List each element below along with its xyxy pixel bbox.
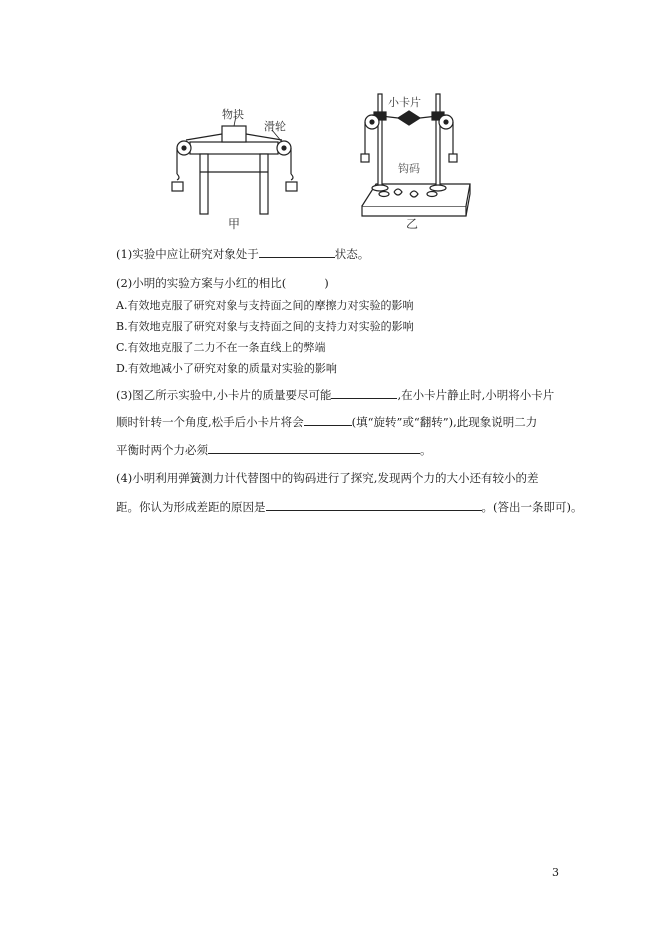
hook-weight-left — [361, 154, 369, 162]
weight-left — [172, 182, 183, 191]
question-1: (1)实验中应让研究对象处于 状态。 — [116, 247, 370, 261]
question-4-line2: 距。你认为形成差距的原因是 。(答出一条即可)。 — [116, 500, 583, 514]
option-c[interactable]: C.有效地克服了二力不在一条直线上的弊端 — [116, 341, 326, 354]
question-3-line3: 平衡时两个力必须 。 — [116, 443, 432, 457]
experiment-figures — [166, 88, 476, 240]
answer-blank-q3-motion[interactable] — [304, 413, 352, 426]
question-3-line2: 顺时针转一个角度,松手后小卡片将会 (填“旋转”或“翻转”),此现象说明二力 — [116, 415, 538, 429]
answer-blank-q1[interactable] — [259, 245, 335, 258]
small-card — [398, 111, 420, 125]
question-2-stem: (2)小明的实验方案与小红的相比( ) — [116, 276, 329, 290]
label-pulley: 滑轮 — [264, 120, 286, 133]
option-b[interactable]: B.有效地克服了研究对象与支持面之间的支持力对实验的影响 — [116, 320, 414, 333]
label-card: 小卡片 — [388, 96, 421, 109]
caption-yi: 乙 — [406, 217, 419, 231]
answer-blank-q3-condition[interactable] — [208, 441, 420, 454]
question-4-line1: (4)小明利用弹簧测力计代替图中的钩码进行了探究,发现两个力的大小还有较小的差 — [116, 471, 539, 485]
figure-yi — [361, 94, 470, 216]
block — [222, 126, 246, 142]
weight-right — [286, 182, 297, 191]
option-a[interactable]: A.有效地克服了研究对象与支持面之间的摩擦力对实验的影响 — [116, 299, 414, 312]
hook-weight-right — [449, 154, 457, 162]
option-d[interactable]: D.有效地减小了研究对象的质量对实验的影响 — [116, 362, 337, 375]
page-number: 3 — [552, 866, 559, 879]
question-3-line1: (3)图乙所示实验中,小卡片的质量要尽可能 ,在小卡片静止时,小明将小卡片 — [116, 388, 555, 402]
answer-blank-q4[interactable] — [266, 498, 482, 511]
answer-blank-q3-mass[interactable] — [331, 386, 397, 399]
caption-jia: 甲 — [228, 217, 241, 231]
label-weight: 钩码 — [398, 162, 420, 175]
label-block: 物块 — [222, 108, 244, 121]
